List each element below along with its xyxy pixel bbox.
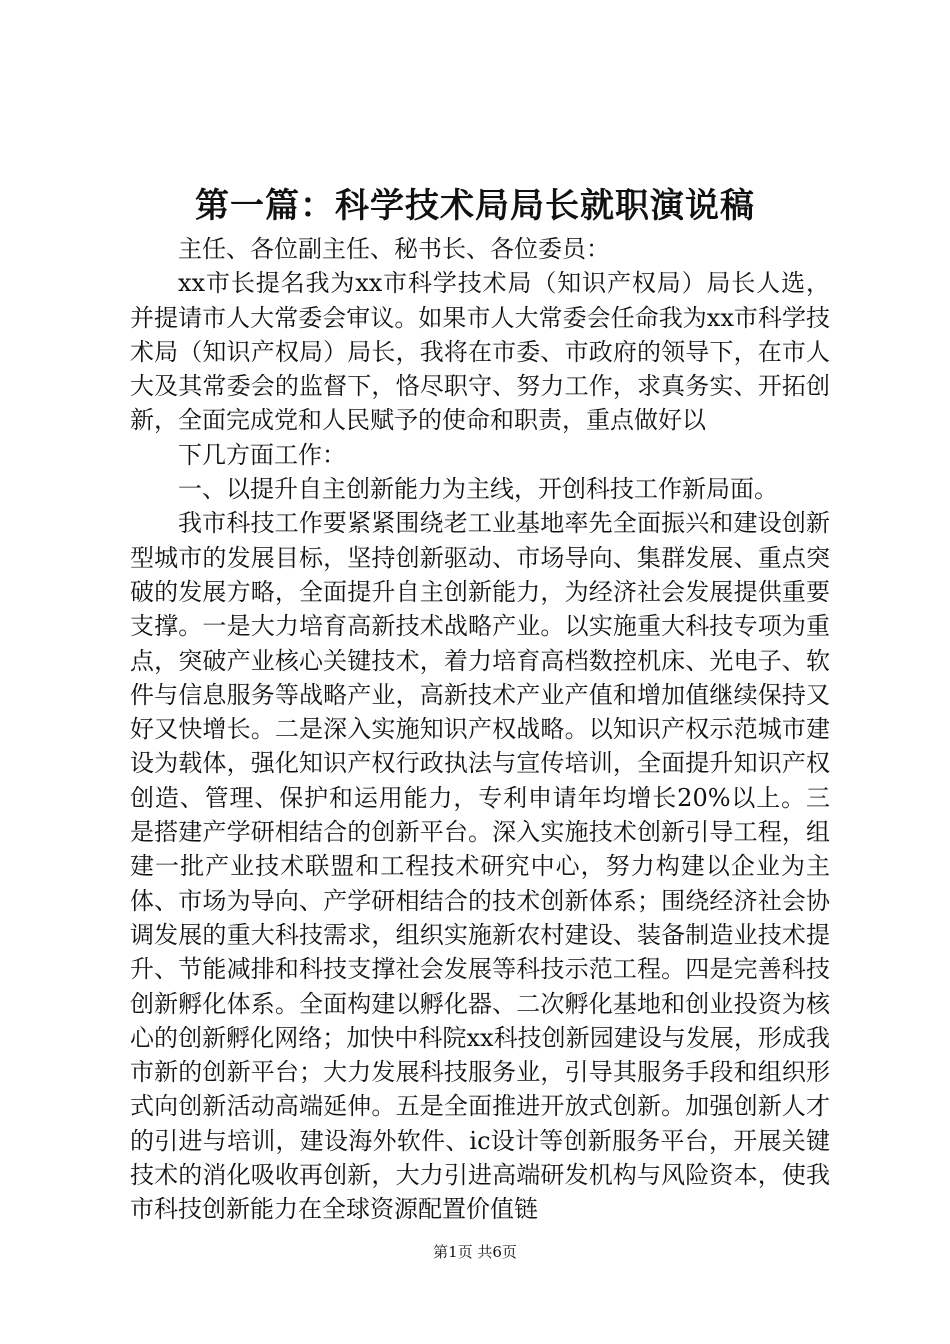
page-footer: 第1页 共6页 xyxy=(433,1243,517,1261)
body-paragraph: xx市长提名我为xx市科学技术局（知识产权局）局长人选，并提请市人大常委会审议。如果市人大常委会任命我为xx市科学技术局（知识产权局）局长，我将在市委、市政府的领导下，在市人大及其常委会的监督下，恪尽职守、努力工作，求真务实、开拓创新，全面完成党和人民赋予的使命和职责，重点做好以 xyxy=(130,269,830,435)
body-paragraph: 下几方面工作： xyxy=(178,440,346,469)
document-title: 第一篇：科学技术局局长就职演说稿 xyxy=(195,186,755,226)
section-heading-paragraph: 一、以提升自主创新能力为主线，开创科技工作新局面。 xyxy=(178,475,778,504)
salutation-paragraph: 主任、各位副主任、秘书长、各位委员： xyxy=(178,235,610,263)
body-paragraph: 我市科技工作要紧紧围绕老工业基地率先全面振兴和建设创新型城市的发展目标，坚持创新驱动、市场导向、集群发展、重点突破的发展方略，全面提升自主创新能力，为经济社会发展提供重要支撑。一是大力培育高新技术战略产业。以实施重大科技专项为重点，突破产业核心关键技术，着力培育高档数控机床、光电子、软件与信息服务等战略产业，高新技术产业产值和增加值继续保持又好又快增长。二是深入实施知识产权战略。以知识产权示范城市建设为载体，强化知识产权行政执法与宣传培训，全面提升知识产权创造、管理、保护和运用能力，专利申请年均增长20%以上。三是搭建产学研相结合的创新平台。深入实施技术创新引导工程，组建一批产业技术联盟和工程技术研究中心，努力构建以企业为主体、市场为导向、产学研相结合的技术创新体系；围绕经济社会协调发展的重大科技需求，组织实施新农村建设、装备制造业技术提升、节能减排和科技支撑社会发展等科技示范工程。四是完善科技创新孵化体系。全面构建以孵化器、二次孵化基地和创业投资为核心的创新孵化网络；加快中科院xx科技创新园建设与发展，形成我市新的创新平台；大力发展科技服务业，引导其服务手段和组织形式向创新活动高端延伸。五是全面推进开放式创新。加强创新人才的引进与培训，建设海外软件、ic设计等创新服务平台，开展关键技术的消化吸收再创新，大力引进高端研发机构与风险资本，使我市科技创新能力在全球资源配置价值链 xyxy=(130,509,830,1224)
document-body xyxy=(130,232,830,1227)
